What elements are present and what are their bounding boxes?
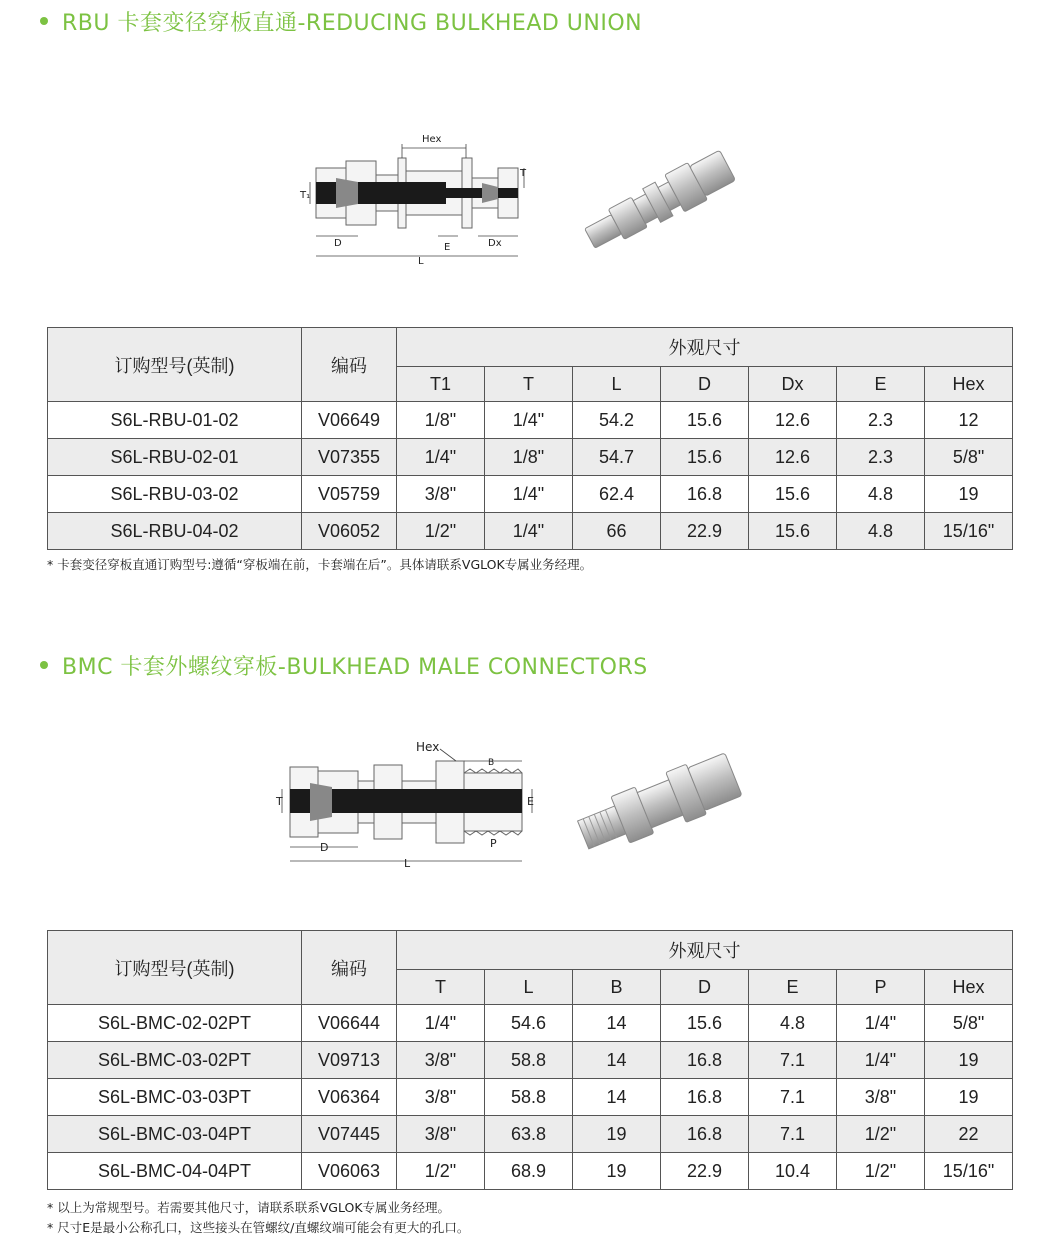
table-row <box>48 439 1013 476</box>
dimension-cell: 54.7 <box>573 439 661 476</box>
dimension-cell: 3/8" <box>397 1079 485 1116</box>
bullet-icon <box>40 661 48 669</box>
dimension-cell: 15.6 <box>749 476 837 513</box>
rbu-table-body <box>48 402 1013 550</box>
dimension-cell: 1/2" <box>397 513 485 550</box>
order-number-cell: S6L-BMC-03-04PT <box>48 1116 302 1153</box>
code-cell: V06052 <box>302 513 397 550</box>
bmc-subheader: P <box>837 970 925 1005</box>
dimension-cell: 1/2" <box>837 1116 925 1153</box>
rbu-spec-table <box>47 327 1013 550</box>
dimension-cell: 5/8" <box>925 439 1013 476</box>
code-cell: V06364 <box>302 1079 397 1116</box>
dimension-cell: 12 <box>925 402 1013 439</box>
table-row <box>48 1005 1013 1042</box>
dimension-cell: 1/2" <box>837 1153 925 1190</box>
dimension-cell: 3/8" <box>397 1116 485 1153</box>
dimension-cell: 14 <box>573 1079 661 1116</box>
code-cell: V06063 <box>302 1153 397 1190</box>
rbu-header-order: 订购型号(英制) <box>48 328 302 402</box>
rbu-d-label: D <box>334 238 342 249</box>
rbu-subheader: T <box>485 367 573 402</box>
dimension-cell: 10.4 <box>749 1153 837 1190</box>
bmc-subheader: E <box>749 970 837 1005</box>
rbu-subheader: L <box>573 367 661 402</box>
dimension-cell: 1/8" <box>485 439 573 476</box>
bmc-header-code: 编码 <box>302 931 397 1005</box>
order-number-cell: S6L-BMC-03-03PT <box>48 1079 302 1116</box>
dimension-cell: 1/4" <box>837 1042 925 1079</box>
dimension-cell: 1/4" <box>837 1005 925 1042</box>
dimension-cell: 1/4" <box>485 402 573 439</box>
rbu-title-text: RBU 卡套变径穿板直通-REDUCING BULKHEAD UNION <box>62 11 643 36</box>
order-number-cell: S6L-BMC-03-02PT <box>48 1042 302 1079</box>
dimension-cell: 7.1 <box>749 1079 837 1116</box>
dimension-cell: 15.6 <box>661 402 749 439</box>
dimension-cell: 15.6 <box>749 513 837 550</box>
code-cell: V07445 <box>302 1116 397 1153</box>
bmc-spec-table <box>47 930 1013 1190</box>
dimension-cell: 22.9 <box>661 1153 749 1190</box>
rbu-subheader: D <box>661 367 749 402</box>
table-row <box>48 1042 1013 1079</box>
dimension-cell: 1/4" <box>397 439 485 476</box>
dimension-cell: 68.9 <box>485 1153 573 1190</box>
order-number-cell: S6L-RBU-03-02 <box>48 476 302 513</box>
dimension-cell: 1/8" <box>397 402 485 439</box>
rbu-subheader: E <box>837 367 925 402</box>
dimension-cell: 16.8 <box>661 1079 749 1116</box>
dimension-cell: 3/8" <box>397 476 485 513</box>
code-cell: V07355 <box>302 439 397 476</box>
rbu-subheader: T1 <box>397 367 485 402</box>
dimension-cell: 4.8 <box>749 1005 837 1042</box>
rbu-t-label: T <box>520 168 527 179</box>
bmc-subheader: Hex <box>925 970 1013 1005</box>
dimension-cell: 7.1 <box>749 1042 837 1079</box>
dimension-cell: 4.8 <box>837 476 925 513</box>
bmc-hex-label: Hex <box>416 740 440 754</box>
dimension-cell: 1/4" <box>397 1005 485 1042</box>
code-cell: V06644 <box>302 1005 397 1042</box>
dimension-cell: 3/8" <box>837 1079 925 1116</box>
order-number-cell: S6L-BMC-04-04PT <box>48 1153 302 1190</box>
dimension-cell: 58.8 <box>485 1042 573 1079</box>
bmc-header-order: 订购型号(英制) <box>48 931 302 1005</box>
bmc-title-text: BMC 卡套外螺纹穿板-BULKHEAD MALE CONNECTORS <box>62 655 648 680</box>
bmc-section-title <box>40 650 648 681</box>
dimension-cell: 1/2" <box>397 1153 485 1190</box>
table-row <box>48 1153 1013 1190</box>
dimension-cell: 16.8 <box>661 1042 749 1079</box>
bmc-subheader: B <box>573 970 661 1005</box>
dimension-cell: 15.6 <box>661 439 749 476</box>
rbu-subheader: Dx <box>749 367 837 402</box>
bmc-e-label: E <box>527 795 534 808</box>
table-row <box>48 1116 1013 1153</box>
rbu-l-label: L <box>418 256 424 267</box>
dimension-cell: 2.3 <box>837 439 925 476</box>
bmc-header-dimensions: 外观尺寸 <box>397 931 1013 970</box>
order-number-cell: S6L-BMC-02-02PT <box>48 1005 302 1042</box>
table-row <box>48 1079 1013 1116</box>
dimension-cell: 12.6 <box>749 439 837 476</box>
order-number-cell: S6L-RBU-02-01 <box>48 439 302 476</box>
dimension-cell: 1/4" <box>485 513 573 550</box>
dimension-cell: 5/8" <box>925 1005 1013 1042</box>
bmc-subheader: L <box>485 970 573 1005</box>
code-cell: V09713 <box>302 1042 397 1079</box>
table-row <box>48 476 1013 513</box>
bmc-table-body <box>48 1005 1013 1190</box>
dimension-cell: 58.8 <box>485 1079 573 1116</box>
bmc-product-photo <box>565 742 750 867</box>
dimension-cell: 16.8 <box>661 476 749 513</box>
rbu-technical-drawing <box>298 128 538 268</box>
dimension-cell: 19 <box>925 1042 1013 1079</box>
rbu-footnote: * 卡套变径穿板直通订购型号:遵循“穿板端在前，卡套端在后”。具体请联系VGLOK专属业务经理。 <box>47 557 593 572</box>
bmc-p-label: P <box>490 837 497 850</box>
rbu-t1-label: T₁ <box>300 190 311 201</box>
dimension-cell: 14 <box>573 1042 661 1079</box>
rbu-product-photo <box>570 140 750 260</box>
rbu-dx-label: Dx <box>488 238 502 249</box>
bmc-d-label: D <box>320 841 329 854</box>
dimension-cell: 4.8 <box>837 513 925 550</box>
dimension-cell: 54.6 <box>485 1005 573 1042</box>
bmc-subheader: D <box>661 970 749 1005</box>
dimension-cell: 16.8 <box>661 1116 749 1153</box>
rbu-section-title <box>40 6 642 37</box>
dimension-cell: 62.4 <box>573 476 661 513</box>
bmc-subheader: T <box>397 970 485 1005</box>
rbu-header-dimensions: 外观尺寸 <box>397 328 1013 367</box>
dimension-cell: 19 <box>573 1153 661 1190</box>
dimension-cell: 63.8 <box>485 1116 573 1153</box>
dimension-cell: 15/16" <box>925 1153 1013 1190</box>
dimension-cell: 2.3 <box>837 402 925 439</box>
dimension-cell: 54.2 <box>573 402 661 439</box>
code-cell: V06649 <box>302 402 397 439</box>
dimension-cell: 15.6 <box>661 1005 749 1042</box>
dimension-cell: 14 <box>573 1005 661 1042</box>
rbu-header-code: 编码 <box>302 328 397 402</box>
bmc-technical-drawing <box>270 735 550 870</box>
dimension-cell: 19 <box>925 1079 1013 1116</box>
bmc-footnote-1: * 以上为常规型号。若需要其他尺寸，请联系联系VGLOK专属业务经理。 <box>47 1200 451 1215</box>
rbu-hex-label: Hex <box>422 134 442 145</box>
table-row <box>48 513 1013 550</box>
order-number-cell: S6L-RBU-04-02 <box>48 513 302 550</box>
dimension-cell: 15/16" <box>925 513 1013 550</box>
table-row <box>48 402 1013 439</box>
bullet-icon <box>40 17 48 25</box>
dimension-cell: 3/8" <box>397 1042 485 1079</box>
bmc-l-label: L <box>404 857 411 870</box>
bmc-b-label: B <box>488 758 495 768</box>
rbu-subheader: Hex <box>925 367 1013 402</box>
code-cell: V05759 <box>302 476 397 513</box>
dimension-cell: 19 <box>925 476 1013 513</box>
dimension-cell: 12.6 <box>749 402 837 439</box>
dimension-cell: 19 <box>573 1116 661 1153</box>
rbu-e-label: E <box>444 242 451 253</box>
order-number-cell: S6L-RBU-01-02 <box>48 402 302 439</box>
dimension-cell: 66 <box>573 513 661 550</box>
bmc-t-label: T <box>276 795 283 808</box>
bmc-footnote-2: * 尺寸E是最小公称孔口，这些接头在管螺纹/直螺纹端可能会有更大的孔口。 <box>47 1220 470 1235</box>
dimension-cell: 7.1 <box>749 1116 837 1153</box>
dimension-cell: 1/4" <box>485 476 573 513</box>
dimension-cell: 22 <box>925 1116 1013 1153</box>
dimension-cell: 22.9 <box>661 513 749 550</box>
